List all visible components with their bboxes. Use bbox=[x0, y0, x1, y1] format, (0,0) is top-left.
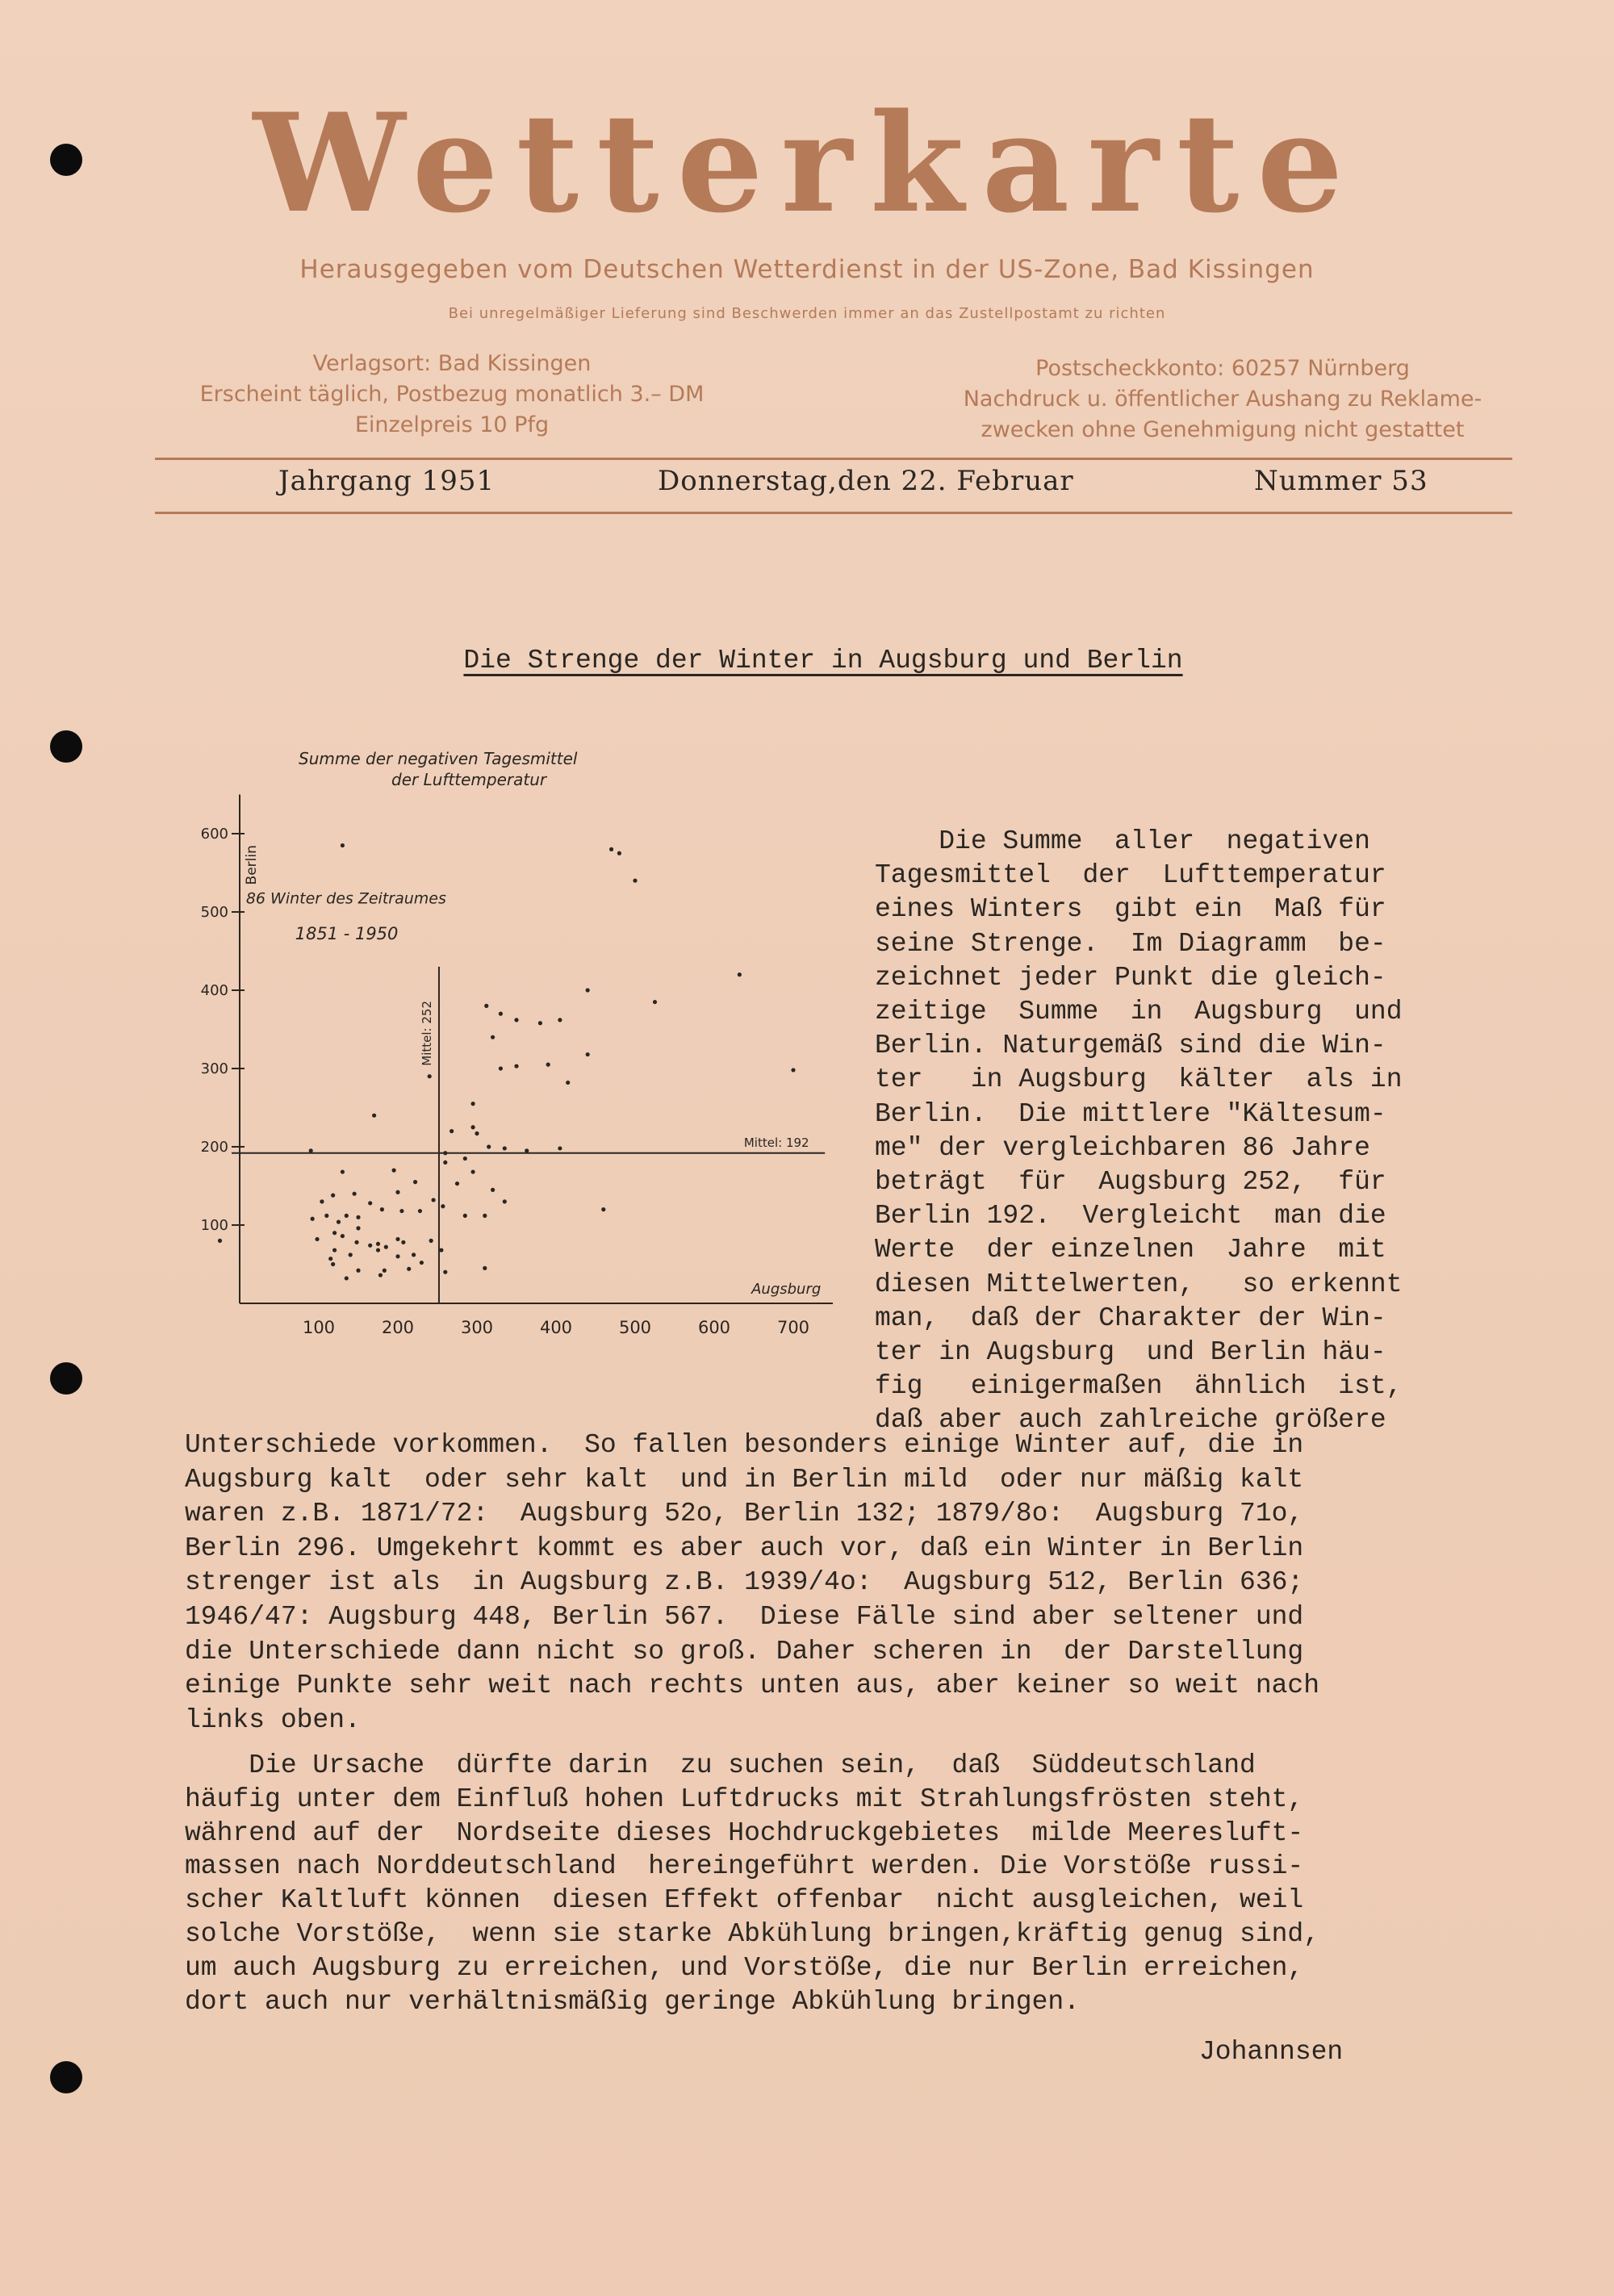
y-tick-label: 500 bbox=[200, 904, 228, 921]
data-point bbox=[455, 1181, 459, 1186]
text-line: ter in Augsburg kälter als in bbox=[875, 1064, 1403, 1095]
text-line: waren z.B. 1871/72: Augsburg 52o, Berlin 132; 1879/8o: Augsburg 71o, bbox=[185, 1499, 1304, 1529]
data-point bbox=[463, 1214, 467, 1218]
data-point bbox=[609, 847, 613, 851]
mean-y-label: Mittel: 192 bbox=[743, 1135, 809, 1150]
data-point bbox=[538, 1021, 542, 1025]
data-point bbox=[514, 1018, 518, 1022]
mean-x-label: Mittel: 252 bbox=[419, 1000, 434, 1066]
data-point bbox=[376, 1242, 380, 1246]
data-point bbox=[491, 1188, 495, 1192]
data-point bbox=[380, 1207, 384, 1211]
data-point bbox=[356, 1215, 360, 1219]
data-point bbox=[432, 1198, 436, 1202]
data-point bbox=[483, 1266, 487, 1270]
x-tick-label: 600 bbox=[697, 1318, 731, 1337]
chart-subtitle: 1851 - 1950 bbox=[295, 923, 399, 943]
data-point bbox=[471, 1169, 475, 1173]
y-axis-label: Berlin bbox=[244, 845, 260, 885]
text-line: dort auch nur verhältnismäßig geringe Abkühlung bringen. bbox=[185, 1986, 1080, 2017]
masthead-title: Wetterkarte bbox=[253, 83, 1361, 243]
punch-hole bbox=[50, 1362, 82, 1395]
publisher-info-left bbox=[161, 349, 742, 441]
chart-subtitle: 86 Winter des Zeitraumes bbox=[245, 889, 446, 908]
data-point bbox=[354, 1240, 358, 1244]
x-tick-label: 500 bbox=[618, 1318, 652, 1337]
chart-title: Summe der negativen Tagesmittel bbox=[299, 749, 578, 768]
text-line: die Unterschiede dann nicht so groß. Daher scheren in der Darstellung bbox=[185, 1636, 1304, 1667]
data-point bbox=[586, 988, 590, 992]
data-point bbox=[471, 1125, 475, 1129]
y-tick-label: 400 bbox=[200, 982, 228, 999]
text-line: Die Summe aller negativen bbox=[875, 826, 1370, 856]
data-point bbox=[484, 1004, 488, 1008]
data-point bbox=[378, 1273, 383, 1277]
text-line: fig einigermaßen ähnlich ist, bbox=[875, 1371, 1403, 1402]
y-tick-label: 100 bbox=[200, 1217, 228, 1234]
data-point bbox=[392, 1169, 396, 1173]
x-tick-label: 100 bbox=[302, 1318, 336, 1337]
data-point bbox=[395, 1254, 399, 1258]
data-point bbox=[617, 851, 621, 855]
text-line: diesen Mittelwerten, so erkennt bbox=[875, 1269, 1403, 1299]
data-point bbox=[586, 1052, 590, 1056]
text-line: Berlin. Die mittlere "Kältesum- bbox=[875, 1098, 1386, 1129]
data-point bbox=[353, 1192, 357, 1196]
punch-hole bbox=[50, 730, 82, 763]
data-point bbox=[738, 972, 742, 977]
data-point bbox=[332, 1248, 337, 1252]
data-point bbox=[503, 1146, 507, 1150]
publisher-info-right bbox=[928, 353, 1517, 445]
data-point bbox=[546, 1063, 550, 1067]
issue-number: Nummer 53 bbox=[1254, 465, 1428, 497]
data-point bbox=[332, 1231, 337, 1235]
x-tick-label: 700 bbox=[776, 1318, 810, 1337]
top-rule bbox=[155, 458, 1512, 460]
data-point bbox=[395, 1237, 399, 1241]
data-point bbox=[558, 1146, 562, 1150]
text-line: häufig unter dem Einfluß hohen Luftdrucks mit Strahlungsfrösten steht, bbox=[185, 1784, 1304, 1814]
data-point bbox=[566, 1081, 570, 1085]
data-point bbox=[601, 1207, 605, 1211]
x-tick-label: 400 bbox=[539, 1318, 573, 1337]
bottom-rule bbox=[155, 512, 1512, 514]
text-line: um auch Augsburg zu erreichen, und Vorstöße, die nur Berlin erreichen, bbox=[185, 1952, 1304, 1983]
data-point bbox=[345, 1214, 349, 1218]
text-line: während auf der Nordseite dieses Hochdruckgebietes milde Meeresluft- bbox=[185, 1817, 1304, 1848]
data-point bbox=[503, 1199, 507, 1203]
data-point bbox=[439, 1248, 443, 1252]
data-point bbox=[483, 1214, 487, 1218]
data-point bbox=[356, 1269, 360, 1273]
data-point bbox=[429, 1239, 433, 1243]
publisher-info-line: Postscheckkonto: 60257 Nürnberg bbox=[1035, 356, 1410, 381]
data-point bbox=[491, 1035, 495, 1039]
text-line: strenger ist als in Augsburg z.B. 1939/4o: Augsburg 512, Berlin 636; bbox=[185, 1567, 1304, 1598]
volume-label: Jahrgang 1951 bbox=[278, 465, 495, 497]
data-point bbox=[449, 1129, 454, 1133]
data-point bbox=[487, 1144, 491, 1148]
data-point bbox=[356, 1226, 360, 1230]
data-point bbox=[311, 1217, 315, 1221]
text-line: daß aber auch zahlreiche größere bbox=[875, 1405, 1386, 1436]
data-point bbox=[376, 1248, 380, 1252]
data-point bbox=[384, 1245, 388, 1249]
text-line: seine Strenge. Im Diagramm be- bbox=[875, 928, 1386, 959]
data-point bbox=[331, 1262, 335, 1266]
punch-hole bbox=[50, 2061, 82, 2093]
text-line: links oben. bbox=[185, 1704, 361, 1735]
text-line: Werte der einzelnen Jahre mit bbox=[875, 1235, 1386, 1265]
text-line: man, daß der Charakter der Win- bbox=[875, 1303, 1386, 1333]
data-point bbox=[383, 1269, 387, 1273]
article-title: Die Strenge der Winter in Augsburg und Berlin bbox=[463, 646, 1183, 675]
data-point bbox=[558, 1018, 562, 1022]
data-point bbox=[499, 1012, 503, 1016]
data-point bbox=[372, 1114, 376, 1118]
data-point bbox=[309, 1148, 313, 1152]
data-point bbox=[368, 1201, 372, 1205]
text-line: eines Winters gibt ein Maß für bbox=[875, 894, 1386, 925]
text-line: beträgt für Augsburg 252, für bbox=[875, 1167, 1386, 1197]
data-point bbox=[413, 1180, 417, 1184]
data-point bbox=[341, 1234, 345, 1238]
text-line: Berlin. Naturgemäß sind die Win- bbox=[875, 1031, 1386, 1061]
text-line: ter in Augsburg und Berlin häu- bbox=[875, 1337, 1386, 1367]
text-line: me" der vergleichbaren 86 Jahre bbox=[875, 1132, 1370, 1163]
publisher-line: Herausgegeben vom Deutschen Wetterdienst in der US-Zone, Bad Kissingen bbox=[299, 255, 1315, 284]
data-point bbox=[349, 1253, 353, 1257]
x-axis-label: Augsburg bbox=[751, 1281, 822, 1298]
y-tick-label: 600 bbox=[200, 826, 228, 843]
text-line: Augsburg kalt oder sehr kalt und in Berlin mild oder nur mäßig kalt bbox=[185, 1464, 1304, 1495]
text-line: solche Vorstöße, wenn sie starke Abkühlung bringen,kräftig genug sind, bbox=[185, 1919, 1320, 1949]
publisher-info-line: Nachdruck u. öffentlicher Aushang zu Reklame- bbox=[963, 387, 1482, 412]
data-point bbox=[443, 1161, 447, 1165]
text-line: Tagesmittel der Lufttemperatur bbox=[875, 860, 1386, 891]
data-point bbox=[345, 1276, 349, 1280]
data-point bbox=[399, 1209, 404, 1213]
data-point bbox=[514, 1064, 518, 1068]
data-point bbox=[368, 1244, 372, 1248]
data-point bbox=[218, 1239, 222, 1243]
data-point bbox=[320, 1199, 324, 1203]
text-line: scher Kaltluft können diesen Effekt offenbar nicht ausgleichen, weil bbox=[185, 1885, 1304, 1916]
author-signature: Johannsen bbox=[1199, 2037, 1344, 2067]
data-point bbox=[499, 1066, 503, 1070]
x-tick-label: 300 bbox=[460, 1318, 494, 1337]
text-line: 1946/47: Augsburg 448, Berlin 567. Diese Fälle sind aber seltener und bbox=[185, 1602, 1304, 1632]
data-point bbox=[341, 1169, 345, 1173]
data-point bbox=[324, 1214, 328, 1218]
data-point bbox=[443, 1270, 447, 1274]
publisher-info-line: Verlagsort: Bad Kissingen bbox=[312, 351, 592, 376]
data-point bbox=[633, 879, 637, 883]
text-line: Die Ursache dürfte darin zu suchen sein, daß Süddeutschland bbox=[185, 1750, 1256, 1780]
data-point bbox=[407, 1267, 411, 1271]
data-point bbox=[337, 1220, 341, 1224]
data-point bbox=[401, 1240, 405, 1244]
data-point bbox=[475, 1131, 479, 1135]
publisher-info-line: zwecken ohne Genehmigung nicht gestattet bbox=[981, 417, 1465, 442]
publisher-info-line: Erscheint täglich, Postbezug monatlich 3.– DM bbox=[199, 382, 705, 407]
y-tick-label: 300 bbox=[200, 1060, 228, 1077]
scatter-chart bbox=[161, 734, 872, 1348]
data-point bbox=[441, 1204, 445, 1208]
data-point bbox=[653, 1000, 657, 1004]
text-line: massen nach Norddeutschland hereingeführt werden. Die Vorstöße russi- bbox=[185, 1851, 1304, 1882]
data-point bbox=[331, 1194, 335, 1198]
data-point bbox=[341, 843, 345, 847]
text-line: einige Punkte sehr weit nach rechts unten aus, aber keiner so weit nach bbox=[185, 1671, 1320, 1701]
data-point bbox=[428, 1074, 432, 1078]
data-point bbox=[463, 1156, 467, 1161]
x-tick-label: 200 bbox=[381, 1318, 415, 1337]
data-point bbox=[791, 1068, 795, 1072]
text-line: Berlin 192. Vergleicht man die bbox=[875, 1201, 1386, 1232]
text-line: zeichnet jeder Punkt die gleich- bbox=[875, 962, 1386, 993]
text-line: Berlin 296. Umgekehrt kommt es aber auch vor, daß ein Winter in Berlin bbox=[185, 1533, 1304, 1563]
data-point bbox=[328, 1257, 332, 1261]
y-tick-label: 200 bbox=[200, 1139, 228, 1156]
data-point bbox=[443, 1151, 447, 1155]
complaint-note: Bei unregelmäßiger Lieferung sind Beschwerden immer an das Zustellpostamt zu richten bbox=[448, 305, 1166, 322]
issue-date: Donnerstag,den 22. Februar bbox=[658, 465, 1074, 497]
chart-title: der Lufttemperatur bbox=[391, 770, 547, 789]
data-point bbox=[525, 1148, 529, 1152]
data-point bbox=[315, 1237, 319, 1241]
data-point bbox=[395, 1190, 399, 1194]
data-point bbox=[420, 1261, 424, 1265]
text-line: Unterschiede vorkommen. So fallen besonders einige Winter auf, die in bbox=[185, 1430, 1304, 1460]
data-point bbox=[412, 1253, 416, 1257]
publisher-info-line: Einzelpreis 10 Pfg bbox=[354, 412, 550, 437]
data-point bbox=[418, 1209, 422, 1213]
data-point bbox=[471, 1102, 475, 1106]
text-line: zeitige Summe in Augsburg und bbox=[875, 997, 1403, 1027]
